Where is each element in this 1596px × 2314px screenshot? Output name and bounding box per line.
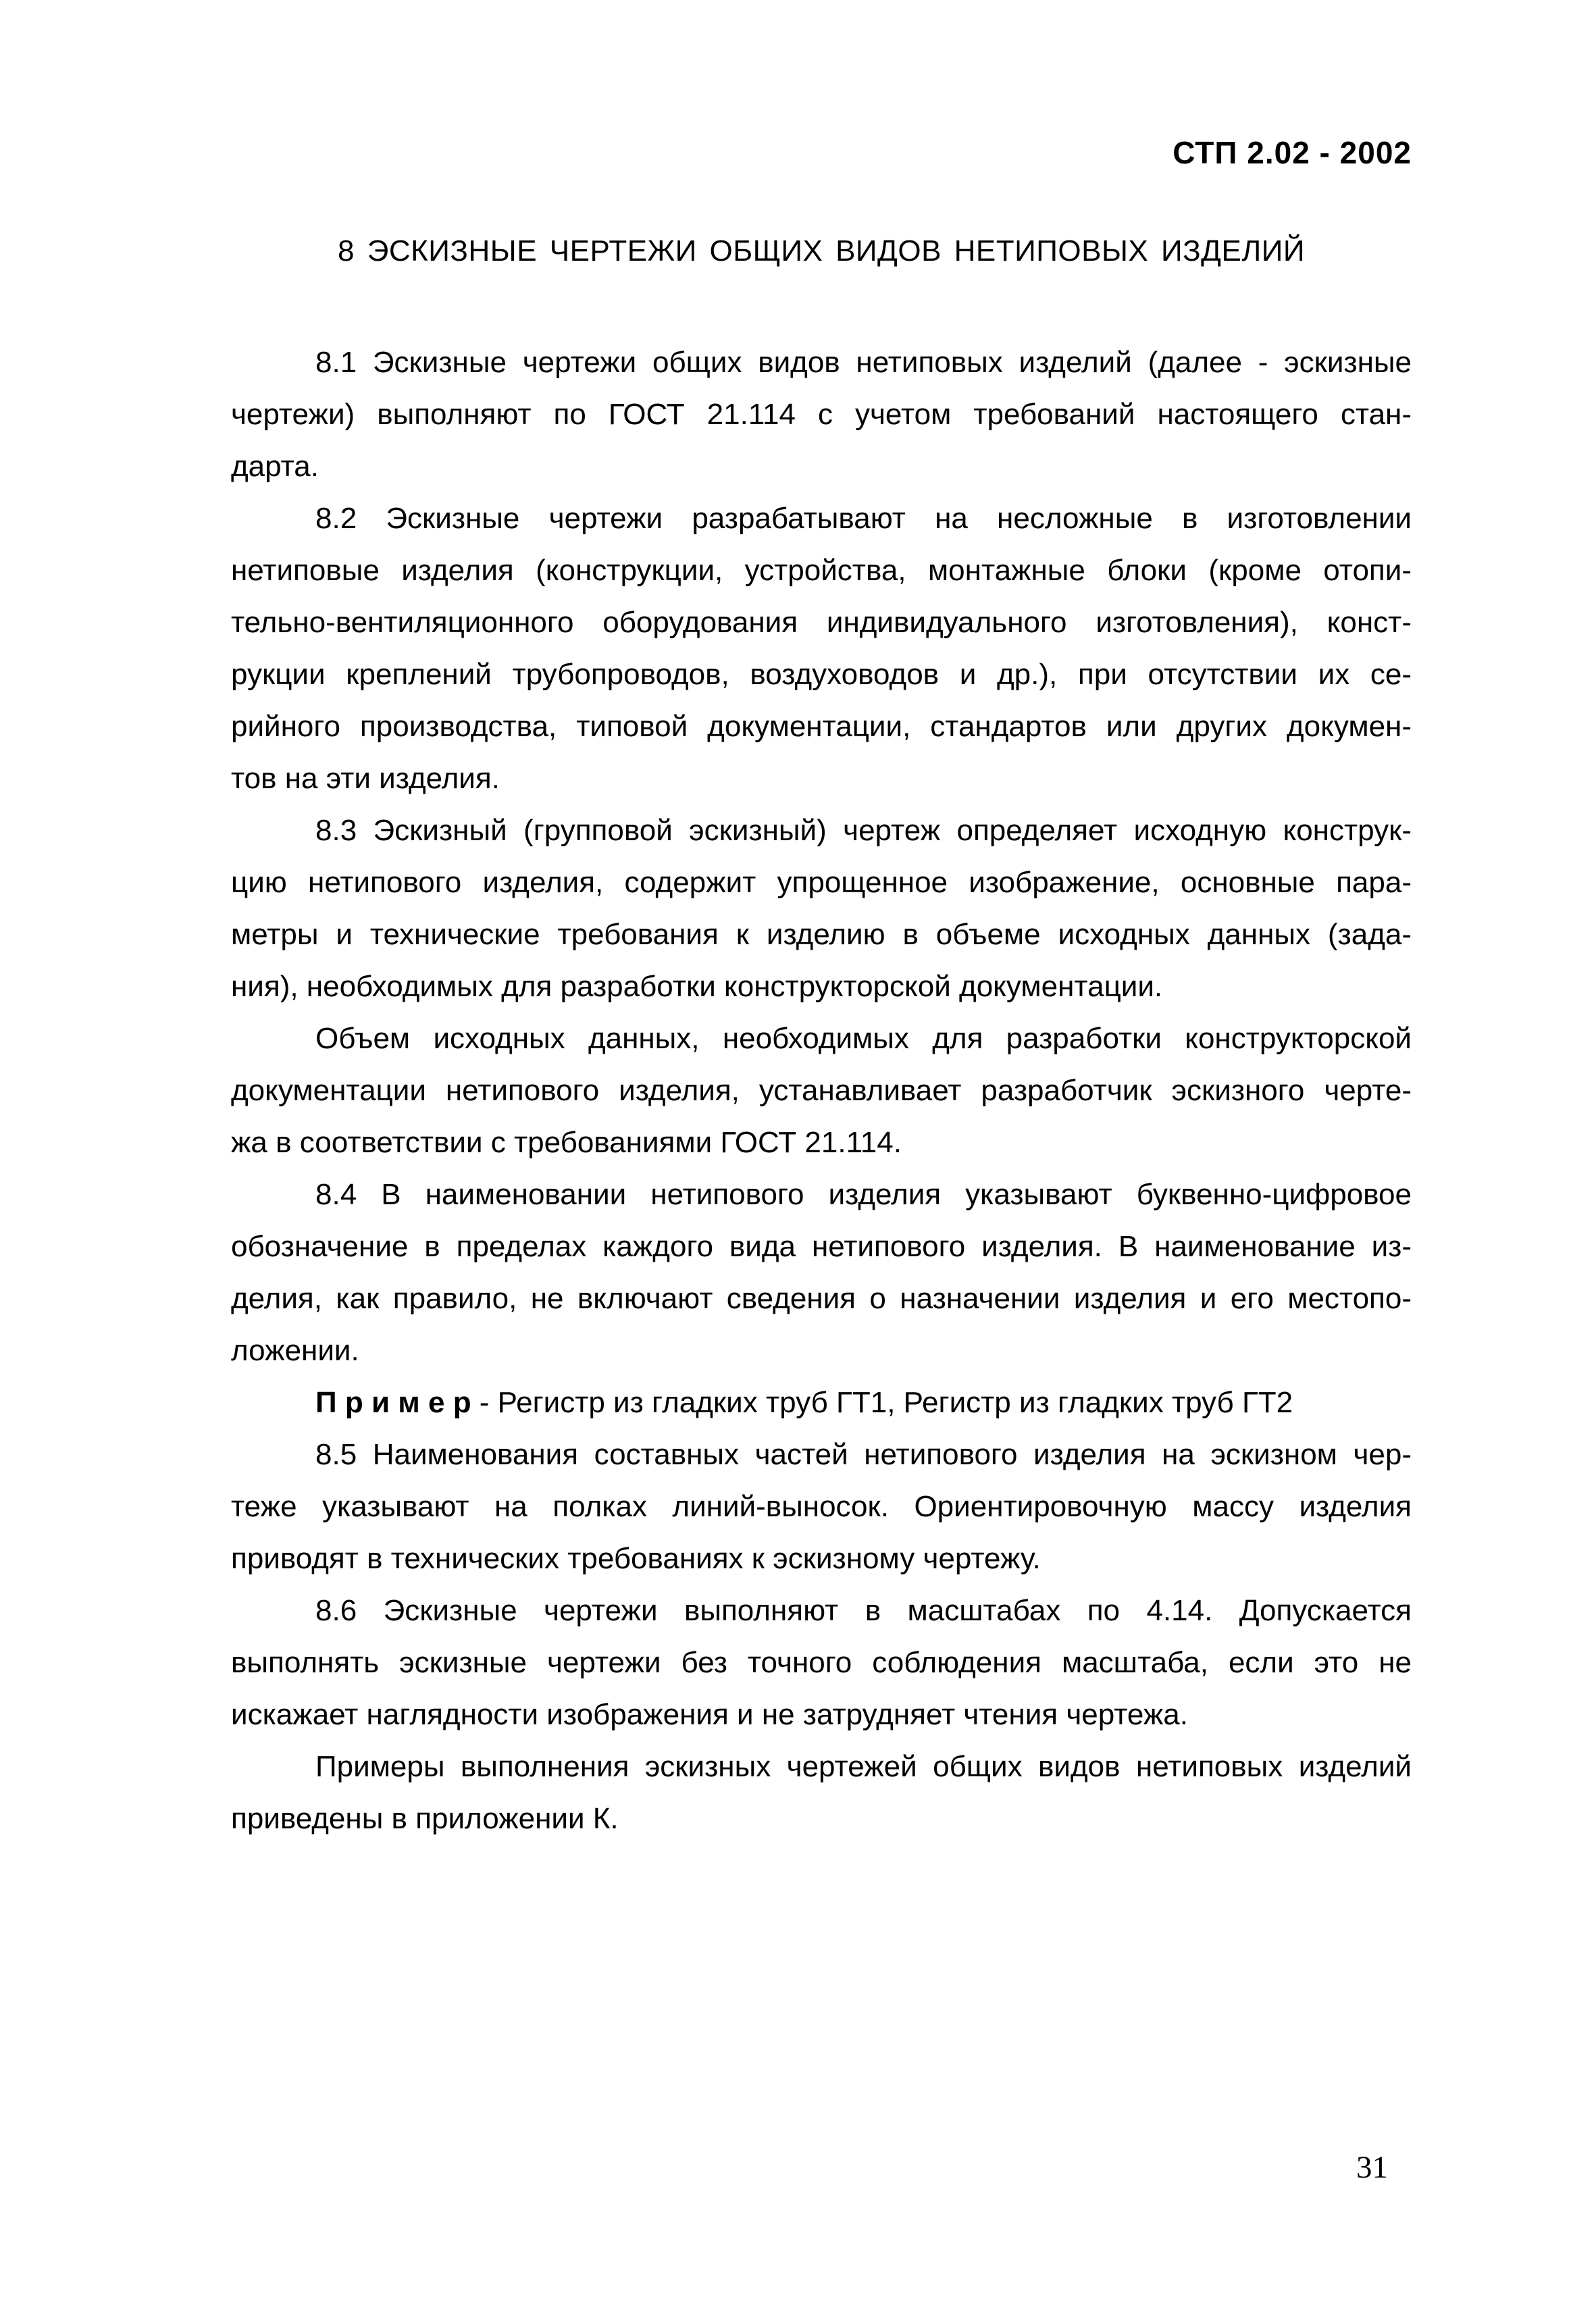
text-line: 8.3 Эскизный (групповой эскизный) чертеж определяет исходную конструк- [315,814,1412,847]
text-line: дарта. [231,450,319,483]
example-text: - Регистр из гладких труб ГТ1, Регистр из гладких труб ГТ2 [471,1386,1293,1419]
paragraph-8-5 [231,1429,1412,1585]
text-line: ния), необходимых для разработки конструкторской документации. [231,970,1163,1003]
text-line: обозначение в пределах каждого вида нетипового изделия. В наименование из- [231,1230,1412,1263]
text-line: 8.6 Эскизные чертежи выполняют в масштабах по 4.14. Допускается [315,1594,1412,1627]
text-line: чертежи) выполняют по ГОСТ 21.114 с учетом требований настоящего стан- [231,398,1412,431]
example-label: П р и м е р [315,1386,471,1419]
text-line: искажает наглядности изображения и не затрудняет чтения чертежа. [231,1698,1188,1731]
text-line: приведены в приложении К. [231,1802,619,1835]
body-text [231,336,1412,1845]
text-line: тов на эти изделия. [231,762,500,795]
text-line: выполнять эскизные чертежи без точного соблюдения масштаба, если это не [231,1646,1412,1679]
paragraph-8-6 [231,1585,1412,1741]
text-line: Объем исходных данных, необходимых для разработки конструкторской [315,1022,1412,1055]
paragraph-8-3 [231,804,1412,1012]
text-line: метры и технические требования к изделию в объеме исходных данных (зада- [231,918,1412,951]
text-line: жа в соответствии с требованиями ГОСТ 21.114. [231,1126,902,1159]
text-line: рийного производства, типовой документации, стандартов или других докумен- [231,710,1412,743]
page-number: 31 [1356,2150,1388,2185]
text-line: цию нетипового изделия, содержит упрощенное изображение, основные пара- [231,866,1412,899]
text-line: 8.5 Наименования составных частей нетипового изделия на эскизном чер- [315,1438,1412,1471]
text-line: ложении. [231,1334,359,1367]
text-line: 8.1 Эскизные чертежи общих видов нетиповых изделий (далее - эскизные [315,346,1412,379]
text-line: приводят в технических требованиях к эскизному чертежу. [231,1542,1041,1575]
paragraph-example [231,1377,1412,1429]
text-line [231,1377,1412,1429]
paragraph-8-1 [231,336,1412,492]
text-line: Примеры выполнения эскизных чертежей общих видов нетиповых изделий [315,1750,1412,1783]
document-code: СТП 2.02 - 2002 [1173,135,1412,170]
text-line: нетиповые изделия (конструкции, устройства, монтажные блоки (кроме отопи- [231,554,1412,587]
text-line: документации нетипового изделия, устанавливает разработчик эскизного черте- [231,1074,1412,1107]
text-line: 8.4 В наименовании нетипового изделия указывают буквенно-цифровое [315,1178,1412,1211]
text-line: рукции креплений трубопроводов, воздуховодов и др.), при отсутствии их се- [231,658,1412,691]
paragraph-examples-appendix [231,1741,1412,1845]
text-line: теже указывают на полках линий-выносок. Ориентировочную массу изделия [231,1490,1412,1523]
paragraph-8-2 [231,492,1412,804]
text-line: делия, как правило, не включают сведения о назначении изделия и его местопо- [231,1282,1412,1315]
text-line: тельно-вентиляционного оборудования индивидуального изготовления), конст- [231,606,1412,639]
paragraph-8-4 [231,1168,1412,1377]
paragraph-8-3-note [231,1012,1412,1168]
section-title: 8 ЭСКИЗНЫЕ ЧЕРТЕЖИ ОБЩИХ ВИДОВ НЕТИПОВЫХ ИЗДЕЛИЙ [338,234,1305,267]
text-line: 8.2 Эскизные чертежи разрабатывают на несложные в изготовлении [315,502,1412,535]
